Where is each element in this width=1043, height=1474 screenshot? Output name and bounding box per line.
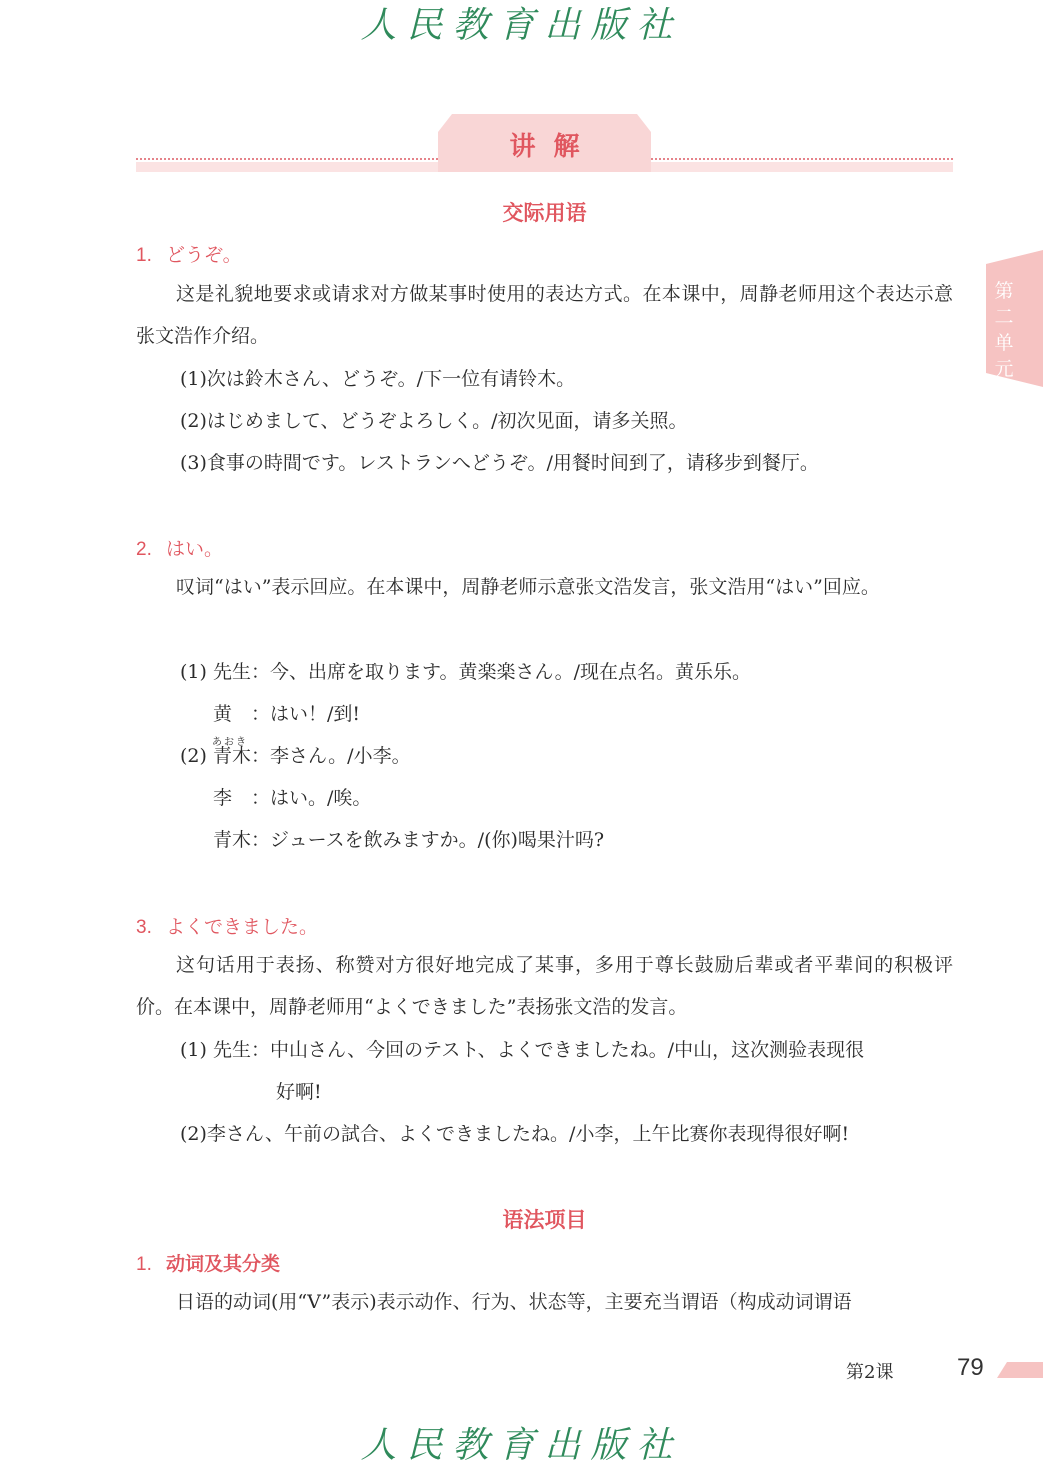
title-rule-right <box>651 158 953 160</box>
item-2-heading <box>136 534 223 561</box>
dialogue-colon: ： <box>251 745 271 767</box>
item-2-example-1-line-1 <box>180 660 751 684</box>
item-3-example-1-line-1 <box>180 1038 864 1062</box>
item-2-example-1-line-2 <box>213 702 360 726</box>
subheading-communication: 交际用语 <box>502 201 587 225</box>
publisher-logo-bottom: 人民教育出版社 <box>360 1425 683 1466</box>
dialogue-text: ジュースを飲みますか。/(你)喝果汁吗? <box>270 829 605 851</box>
dialogue-speaker: 青木 <box>213 745 252 767</box>
item-2-example-2-line-3 <box>213 828 604 852</box>
dialogue-speaker: 先生： <box>213 1039 271 1061</box>
footer-lesson-label: 第2课 <box>846 1362 894 1383</box>
dialogue-speaker: 青木： <box>213 829 271 851</box>
grammar-item-1-paragraph: 日语的动词(用“V”表示)表示动作、行为、状态等，主要充当谓语（构成动词谓语 <box>176 1291 852 1313</box>
item-2-paragraph: 叹词“はい”表示回应。在本课中，周静老师示意张文浩发言，张文浩用“はい”回应。 <box>176 576 880 598</box>
example-number: (2) <box>180 745 207 767</box>
dialogue-speaker: 黄 ： <box>213 703 271 725</box>
section-title: 讲解 <box>509 132 598 162</box>
item-3-paragraph: 这句话用于表扬、称赞对方很好地完成了某事，多用于尊长鼓励后辈或者平辈间的积极评价。在本课中，周静老师用“よくできました”表扬张文浩的发言。 <box>136 954 953 1018</box>
dialogue-text: 李さん。/小李。 <box>270 745 411 767</box>
dialogue-speaker: 先生： <box>213 661 271 683</box>
page-number: 79 <box>957 1354 984 1381</box>
item-1-title: どうぞ。 <box>166 244 242 266</box>
item-2-title: はい。 <box>166 538 224 560</box>
unit-side-tab-label: 第二单元 <box>994 280 1014 380</box>
grammar-item-1-heading <box>136 1249 280 1276</box>
item-1-number: 1. <box>136 245 152 266</box>
item-2-number: 2. <box>136 539 152 560</box>
item-3-title: よくできました。 <box>166 916 319 938</box>
dialogue-speaker: 李 ： <box>213 787 271 809</box>
item-1-paragraph: 这是礼貌地要求或请求对方做某事时使用的表达方式。在本课中，周静老师用这个表达示意张文浩作介绍。 <box>136 283 953 347</box>
dialogue-text: 中山さん、今回のテスト、よくできましたね。/中山，这次测验表现很 <box>270 1039 865 1061</box>
item-1-example-3: (3)食事の時間です。レストランへどうぞ。/用餐时间到了，请移步到餐厅。 <box>180 452 819 474</box>
item-1-example-1: (1)次は鈴木さん、どうぞ。/下一位有请铃木。 <box>180 368 576 390</box>
furigana: あおき <box>212 737 248 748</box>
item-3-number: 3. <box>136 917 152 938</box>
item-3-heading <box>136 912 318 939</box>
item-3-example-2: (2)李さん、午前の試合、よくできましたね。/小李，上午比赛你表现得很好啊! <box>180 1123 850 1145</box>
item-3-example-1-line-2: 好啊! <box>276 1081 322 1103</box>
title-rule-left <box>136 158 438 160</box>
example-number: (1) <box>180 1039 207 1061</box>
page-number-bar <box>997 1362 1043 1378</box>
item-1-example-2: (2)はじめまして、どうぞよろしく。/初次见面，请多关照。 <box>180 410 688 432</box>
item-2-example-2-line-1 <box>180 737 411 768</box>
dialogue-text: はい！/到! <box>270 703 361 725</box>
grammar-item-1-title: 动词及其分类 <box>166 1253 281 1275</box>
publisher-logo-top: 人民教育出版社 <box>360 5 683 46</box>
subheading-grammar: 语法项目 <box>502 1208 587 1232</box>
dialogue-text: はい。/唉。 <box>270 787 372 809</box>
grammar-item-1-number: 1. <box>136 1254 152 1275</box>
example-number: (1) <box>180 661 207 683</box>
dialogue-text: 今、出席を取ります。黄楽楽さん。/现在点名。黄乐乐。 <box>270 661 752 683</box>
speaker-with-furigana <box>212 737 252 768</box>
item-1-heading <box>136 240 242 267</box>
item-2-example-2-line-2 <box>213 786 371 810</box>
